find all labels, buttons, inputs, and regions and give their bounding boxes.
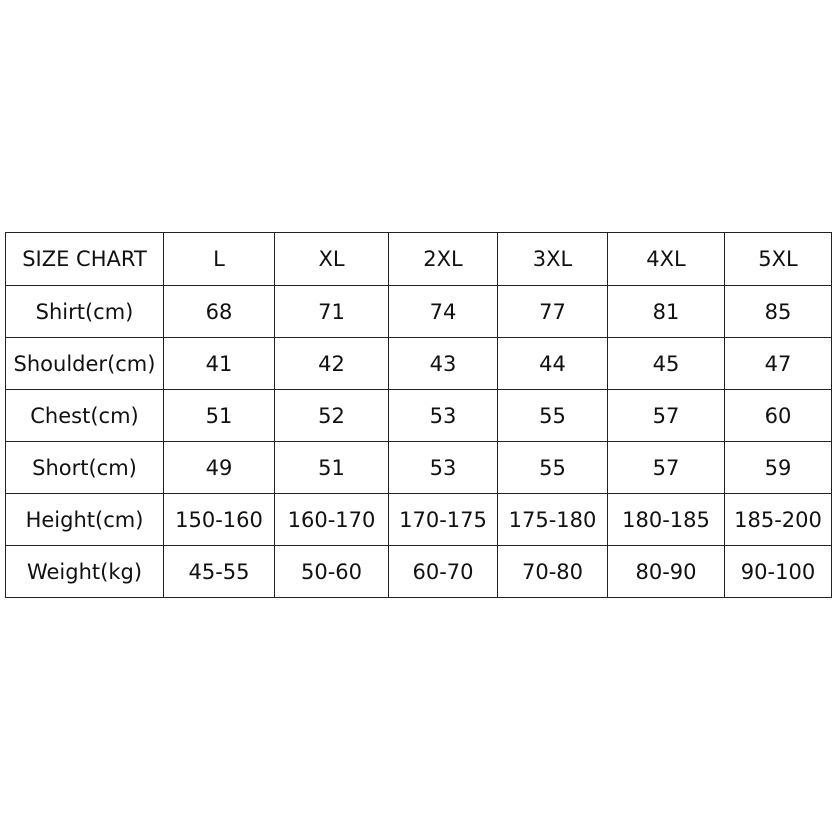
table-cell: 80-90 — [608, 546, 725, 598]
table-cell: 70-80 — [498, 546, 608, 598]
size-header-xl: XL — [275, 233, 389, 286]
table-cell: 55 — [498, 390, 608, 442]
table-cell: 74 — [389, 286, 498, 338]
table-cell: 77 — [498, 286, 608, 338]
size-chart-title: SIZE CHART — [6, 233, 164, 286]
row-label: Height(cm) — [6, 494, 164, 546]
table-cell: 68 — [164, 286, 275, 338]
table-cell: 50-60 — [275, 546, 389, 598]
table-cell: 57 — [608, 390, 725, 442]
table-cell: 51 — [164, 390, 275, 442]
table-row — [6, 338, 832, 390]
table-cell: 44 — [498, 338, 608, 390]
table-cell: 85 — [725, 286, 832, 338]
table-cell: 60 — [725, 390, 832, 442]
size-header-3xl: 3XL — [498, 233, 608, 286]
table-cell: 51 — [275, 442, 389, 494]
table-cell: 41 — [164, 338, 275, 390]
header-row — [6, 233, 832, 286]
table-cell: 160-170 — [275, 494, 389, 546]
table-cell: 175-180 — [498, 494, 608, 546]
size-header-2xl: 2XL — [389, 233, 498, 286]
table-cell: 60-70 — [389, 546, 498, 598]
table-cell: 81 — [608, 286, 725, 338]
row-label: Weight(kg) — [6, 546, 164, 598]
table-row — [6, 442, 832, 494]
table-cell: 71 — [275, 286, 389, 338]
size-header-4xl: 4XL — [608, 233, 725, 286]
table-cell: 55 — [498, 442, 608, 494]
table-cell: 52 — [275, 390, 389, 442]
table-cell: 43 — [389, 338, 498, 390]
table-cell: 47 — [725, 338, 832, 390]
table-cell: 45 — [608, 338, 725, 390]
table-row — [6, 546, 832, 598]
size-header-l: L — [164, 233, 275, 286]
table-cell: 185-200 — [725, 494, 832, 546]
table-cell: 150-160 — [164, 494, 275, 546]
table-cell: 49 — [164, 442, 275, 494]
table-row — [6, 390, 832, 442]
table-cell: 53 — [389, 390, 498, 442]
table-row — [6, 494, 832, 546]
row-label: Shirt(cm) — [6, 286, 164, 338]
table-cell: 53 — [389, 442, 498, 494]
table-cell: 170-175 — [389, 494, 498, 546]
row-label: Chest(cm) — [6, 390, 164, 442]
row-label: Short(cm) — [6, 442, 164, 494]
table-cell: 90-100 — [725, 546, 832, 598]
table-cell: 180-185 — [608, 494, 725, 546]
size-chart-table — [5, 232, 832, 598]
table-cell: 42 — [275, 338, 389, 390]
table-cell: 59 — [725, 442, 832, 494]
size-header-5xl: 5XL — [725, 233, 832, 286]
table-cell: 45-55 — [164, 546, 275, 598]
row-label: Shoulder(cm) — [6, 338, 164, 390]
table-cell: 57 — [608, 442, 725, 494]
table-row — [6, 286, 832, 338]
